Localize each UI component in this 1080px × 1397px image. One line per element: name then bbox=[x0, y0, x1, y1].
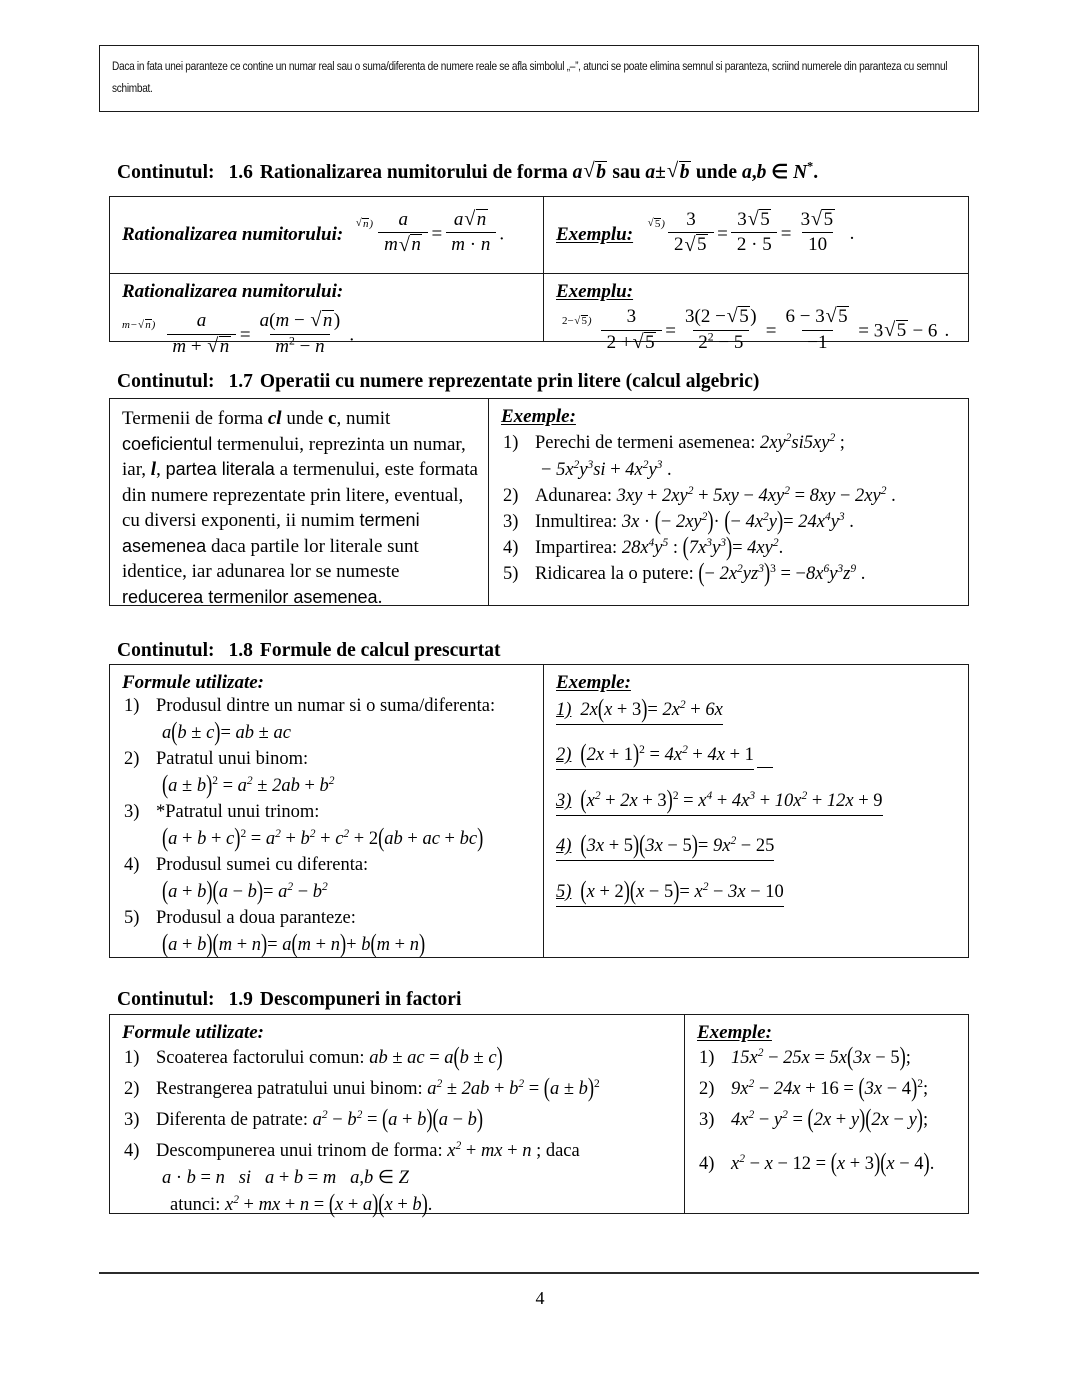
item-expr: a(b ± c)= ab ± ac bbox=[162, 718, 291, 748]
heading-1-9 bbox=[117, 989, 461, 1011]
item-number: 2) bbox=[124, 1079, 140, 1100]
table-1-7-right-col bbox=[489, 399, 968, 605]
examples-label-1-8: Exemple: bbox=[556, 672, 631, 693]
row1-example: $\frac{3}{2 √ 5}$ = $\frac{3 √ 5}{2 \cdot 5}$ = $\frac{3 √ 5}{10}$ . bbox=[665, 211, 855, 259]
row1-label: Rationalizarea numitorului: bbox=[122, 224, 344, 245]
item-number: 4) bbox=[556, 836, 572, 857]
table-1-7-left-col bbox=[110, 399, 489, 608]
item-text: Descompunerea unui trinom de forma: bbox=[156, 1141, 443, 1162]
def-part-3: , numit bbox=[336, 408, 391, 429]
item-expr: 3x · (− $2xy^2)\cdot$ (− $4x^2y)= 24x^4y^3$ . bbox=[621, 507, 854, 537]
item-number: 4) bbox=[124, 855, 140, 876]
item-expr: $(3x + 5)(3x - 5)= 9x^2 - 25$ bbox=[580, 831, 775, 861]
item-text: Produsul sumei cu diferenta: bbox=[156, 855, 369, 876]
heading-1-7 bbox=[117, 371, 759, 393]
item-expr: $a^2 \pm 2ab + b^2 = (a \pm b)^2$ bbox=[427, 1074, 600, 1104]
table-1-9-right-col bbox=[685, 1015, 968, 1213]
list-item bbox=[556, 740, 958, 773]
list-item bbox=[697, 1074, 958, 1104]
row1-example-annotation: √ 5) bbox=[647, 218, 665, 231]
list-item bbox=[122, 1074, 674, 1104]
item-number: 2) bbox=[503, 486, 519, 507]
list-item bbox=[122, 800, 533, 854]
item-number: 2) bbox=[699, 1079, 715, 1100]
item-expr: $(a + b + c)^2 = a^2 + b^2 + c^2 + 2(ab$ + ac + bc) bbox=[162, 824, 484, 854]
heading-1-6 bbox=[117, 160, 818, 184]
list-item bbox=[501, 559, 958, 589]
item-text: Impartirea: bbox=[535, 538, 618, 559]
item-number: 4) bbox=[124, 1141, 140, 1162]
item-expr: $(x + 2)(x - 5)= x^2 - 3x - 10$ bbox=[580, 876, 784, 906]
item-number: 2) bbox=[124, 749, 140, 770]
item-expr: (a + b)(m + n)= a(m + n)+ b(m + n) bbox=[162, 930, 426, 960]
item-expr: ab ± ac = a(b ± c) bbox=[369, 1043, 503, 1073]
item-text: Inmultirea: bbox=[535, 512, 618, 533]
formulas-label-1-9: Formule utilizate: bbox=[122, 1022, 264, 1043]
def-part-5: , bbox=[156, 459, 166, 481]
table-1-6-r2-example-cell bbox=[544, 274, 968, 370]
def-part-4: termenului, reprezinta un numar, iar, bbox=[122, 433, 466, 481]
def-part-6: a termenului, este formata din numere reprezentate prin litere, eventual, cu diversi exponenti, ii numim bbox=[122, 459, 478, 532]
heading-1-8-number: 1.8 bbox=[228, 640, 253, 661]
item-number: 5) bbox=[556, 881, 572, 902]
list-item bbox=[697, 1043, 958, 1073]
item-number: 4) bbox=[699, 1154, 715, 1175]
heading-1-9-number: 1.9 bbox=[228, 989, 253, 1010]
heading-1-7-title: Operatii cu numere reprezentate prin litere (calcul algebric) bbox=[259, 371, 760, 392]
item-expr: $2x(x + 3)= 2x^2 + 6x$ bbox=[580, 695, 723, 725]
formulas-list-1-9 bbox=[122, 1043, 674, 1220]
term-l: l bbox=[150, 459, 157, 481]
row1-example-label: Exemplu: bbox=[556, 224, 634, 245]
item-expr: $28x^4y^5$ : $(7x^3y^3)= 4xy^2$. bbox=[621, 533, 784, 563]
def-part-7: daca partile lor literale sunt identice, iar adunarea lor se numeste bbox=[122, 535, 419, 583]
item-expr: $(x^2 + 2x + 3)^2 = x^4 + 4x^3 + 10x^2 + 12x + 9$ bbox=[580, 786, 883, 816]
formulas-list-1-8 bbox=[122, 694, 533, 960]
row2-formula: m− √ n) $\frac{a}{m + √ n}$ = $\frac{a(m - √ n)}{m^2 - n}$ . bbox=[122, 312, 533, 360]
item-number: 3) bbox=[699, 1110, 715, 1131]
row2-label: Rationalizarea numitorului: bbox=[122, 281, 344, 302]
heading-1-7-number: 1.7 bbox=[228, 371, 253, 392]
item-expr: $(a \pm b)^2 = a^2 \pm 2ab + b^2$ bbox=[162, 771, 335, 801]
item-line2: a · b = n si a + b = m a,b ∈ Z bbox=[162, 1168, 409, 1189]
note-box bbox=[99, 45, 979, 112]
term-reducerea: reducerea termenilor asemenea bbox=[122, 586, 378, 607]
heading-1-7-lead: Continutul: bbox=[117, 371, 215, 392]
item-number: 5) bbox=[124, 908, 140, 929]
table-1-8-right-col bbox=[544, 665, 968, 957]
item-text: Diferenta de patrate: bbox=[156, 1110, 309, 1131]
row2-example-label: Exemplu: bbox=[556, 281, 634, 302]
def-part-1: Termenii de forma bbox=[122, 408, 268, 429]
list-item bbox=[122, 694, 533, 748]
item-expr: $2xy^2si5xy^2$ ; bbox=[759, 431, 845, 453]
item-expr: $15x^2 - 25x = 5x(3x - 5)$; bbox=[731, 1043, 911, 1073]
def-part-8: . bbox=[377, 586, 383, 608]
item-number: 1) bbox=[503, 433, 519, 453]
row2-example-annotation: 2− √ 5) bbox=[562, 315, 592, 328]
term-termeni-asemenea: termeni asemenea bbox=[122, 510, 420, 556]
table-1-9 bbox=[109, 1014, 969, 1220]
item-expr: $x^2 - x - 12 = (x + 3)(x - 4)$. bbox=[731, 1149, 935, 1179]
list-item bbox=[556, 876, 958, 909]
item-text: Perechi de termeni asemenea: bbox=[535, 433, 756, 453]
item-text: Produsul dintre un numar si o suma/diferenta: bbox=[156, 696, 496, 716]
table-1-9-left-col bbox=[110, 1015, 685, 1220]
list-item bbox=[122, 906, 533, 960]
term-c: c bbox=[328, 408, 337, 429]
list-item bbox=[501, 533, 958, 563]
row2-example: 2− √ 5) $\frac{3}{2 + √ 5}$ = $\frac{3(2 - √ 5)}{2^2 - 5}$ = $\frac{6 - 3 √ 5}{-1}$ = 3 √ 5 − 6 . bbox=[556, 308, 958, 356]
item-expr: $9x^2 - 24x + 16 = (3x - 4)^2$; bbox=[731, 1074, 929, 1104]
item-number: 1) bbox=[556, 700, 572, 720]
item-number: 4) bbox=[503, 538, 519, 559]
list-item bbox=[122, 747, 533, 801]
heading-1-9-lead: Continutul: bbox=[117, 989, 215, 1010]
heading-1-6-lead: Continutul: bbox=[117, 162, 215, 183]
item-expr: $3xy + 2xy^2 + 5xy - 4xy^2 = 8xy - 2xy^2$ . bbox=[616, 484, 896, 507]
term-cl: cl bbox=[267, 408, 282, 429]
examples-list-1-8 bbox=[556, 695, 958, 909]
row2-annotation: m− √ n) bbox=[122, 319, 155, 332]
item-number: 3) bbox=[503, 512, 519, 533]
def-part-2: unde bbox=[281, 408, 329, 429]
item-line3: atunci: $x^2$ + mx + n = (x + a)(x + b). bbox=[170, 1190, 433, 1220]
table-1-6-left-col bbox=[110, 197, 544, 357]
item-number: 1) bbox=[124, 696, 140, 716]
footer-divider bbox=[99, 1272, 979, 1274]
table-1-6-right-col bbox=[544, 197, 968, 353]
heading-1-8 bbox=[117, 640, 501, 662]
item-number: 2) bbox=[556, 745, 572, 766]
list-item bbox=[501, 431, 958, 482]
item-number: 3) bbox=[124, 802, 140, 823]
examples-label-1-7: Exemple: bbox=[501, 406, 576, 427]
item-number: 5) bbox=[503, 564, 519, 585]
list-item bbox=[556, 831, 958, 863]
heading-1-8-lead: Continutul: bbox=[117, 640, 215, 661]
item-text: Restrangerea patratului unui binom: bbox=[156, 1079, 423, 1100]
heading-1-6-number: 1.6 bbox=[228, 162, 253, 183]
formulas-label-1-8: Formule utilizate: bbox=[122, 672, 264, 693]
heading-1-9-title: Descompuneri in factori bbox=[259, 989, 462, 1010]
table-1-6-r1-formula-cell bbox=[110, 197, 543, 274]
item-text: Patratul unui binom: bbox=[156, 749, 309, 770]
list-item bbox=[697, 1105, 958, 1135]
list-item bbox=[122, 1105, 674, 1135]
item-number: 1) bbox=[124, 1048, 140, 1068]
table-1-8 bbox=[109, 664, 969, 958]
list-item bbox=[122, 1043, 674, 1073]
heading-1-6-title: Rationalizarea numitorului de forma a √ b sau a± √ b unde a,b ∈ N*. bbox=[260, 162, 818, 183]
item-expr: (− $2x^2yz^3)^3 = -8x^6y^3z^9$ . bbox=[698, 559, 866, 589]
table-1-6 bbox=[109, 196, 969, 357]
list-item bbox=[122, 853, 533, 907]
item-text: Scoaterea factorului comun: bbox=[156, 1048, 365, 1068]
row1-annotation: √ n) bbox=[355, 218, 373, 231]
item-expr: $4x^2 - y^2 = (2x + y)(2x - y)$; bbox=[731, 1105, 929, 1135]
table-1-8-left-col bbox=[110, 665, 544, 960]
item-expr: $a^2 - b^2 = (a + b)(a - b)$ bbox=[312, 1105, 484, 1135]
examples-list-1-9 bbox=[697, 1043, 958, 1179]
note-text: Daca in fata unei paranteze ce contine un numar real sau o suma/diferenta de numere reale se afla simbolul „–”, atunci se poate elimina semnul si paranteza, scriind numerele din paranteza cu semnul schimbat. bbox=[112, 59, 948, 95]
item-number: 1) bbox=[699, 1048, 715, 1068]
item-text: Produsul a doua paranteze: bbox=[156, 908, 356, 929]
list-item bbox=[556, 695, 958, 727]
item-text: Adunarea: bbox=[535, 486, 613, 507]
definition-text bbox=[122, 406, 478, 610]
table-1-6-r2-formula-cell bbox=[110, 274, 543, 370]
item-number: 3) bbox=[124, 1110, 140, 1131]
item-expr2: − $5x^2y^3si + 4x^2y^3$ . bbox=[541, 458, 672, 481]
heading-1-8-title: Formule de calcul prescurtat bbox=[259, 640, 501, 661]
term-coeficientul: coeficientul bbox=[122, 433, 213, 454]
list-item bbox=[556, 786, 958, 818]
page-number: 4 bbox=[535, 1288, 545, 1308]
item-text: Ridicarea la o putere: bbox=[535, 564, 694, 585]
table-1-6-r1-example-cell bbox=[544, 197, 968, 274]
term-partea-literala: partea literala bbox=[165, 459, 275, 480]
table-1-7 bbox=[109, 398, 969, 606]
item-expr: $(2x + 1)^2 = 4x^2 + 4x + 1$ bbox=[580, 740, 754, 770]
item-text: *Patratul unui trinom: bbox=[156, 802, 320, 823]
examples-label-1-9: Exemple: bbox=[697, 1022, 772, 1043]
examples-list-1-7 bbox=[501, 431, 958, 589]
row1-formula: $\frac{a}{m √ n}$ = $\frac{a √ n}{m \cdot n}$ . bbox=[375, 211, 504, 259]
item-expr: $(a + b)(a - b)= a^2 - b^2$ bbox=[162, 877, 328, 907]
item-number: 3) bbox=[556, 791, 572, 812]
item-expr: $x^2$ + mx + n ; daca bbox=[447, 1139, 580, 1162]
list-item bbox=[697, 1149, 958, 1179]
list-item bbox=[122, 1139, 674, 1220]
